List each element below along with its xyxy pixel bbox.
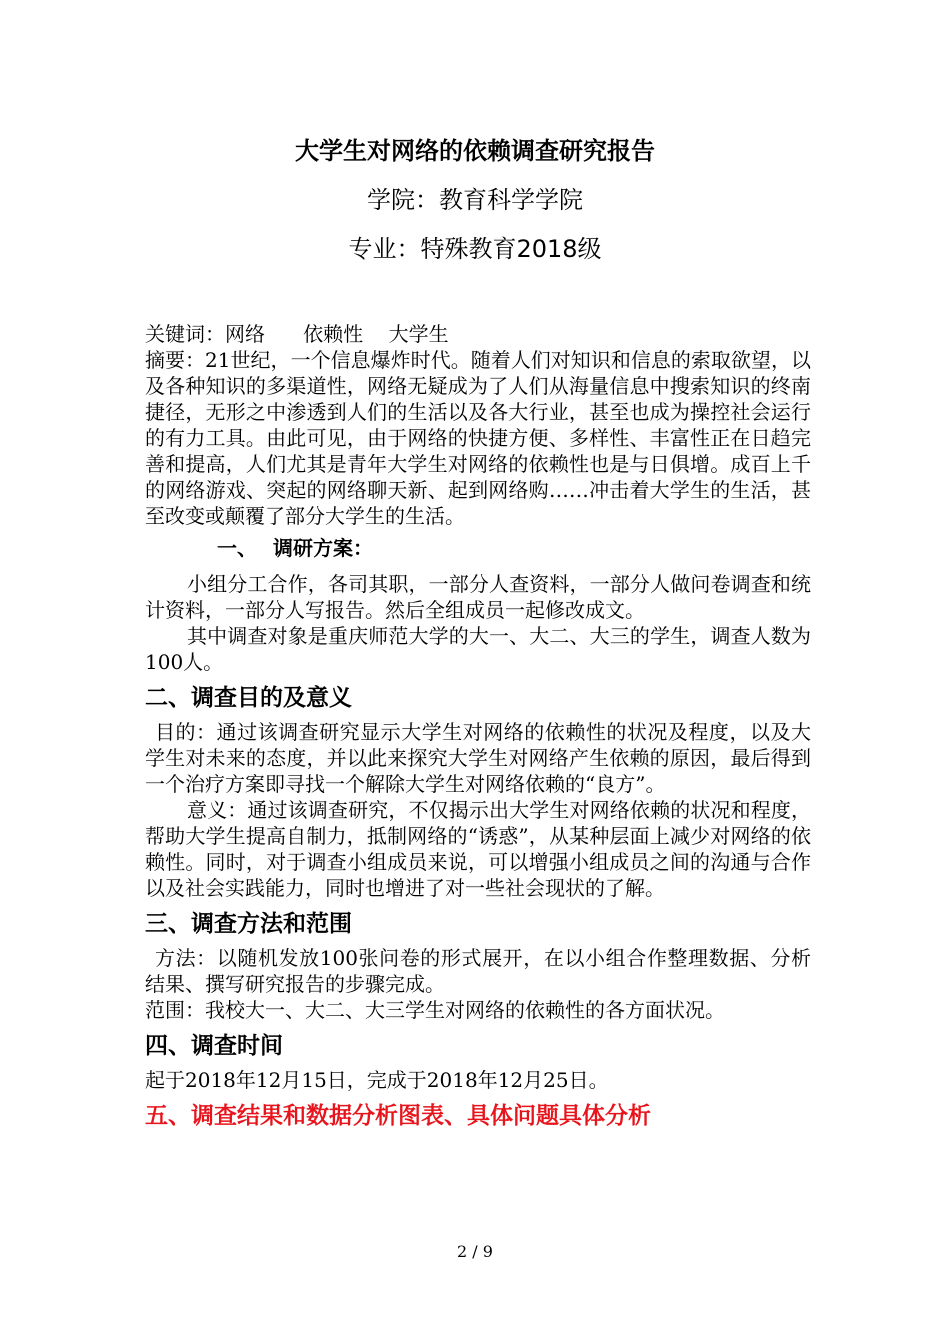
section4-heading: 四、调查时间 xyxy=(145,1033,283,1059)
section2-paragraph-2: 意义：通过该调查研究，不仅揭示出大学生对网络依赖的状况和程度，帮助大学生提高自制力，抵制网络的“诱惑”，从某种层面上减少对网络的依赖性。同时，对于调查小组成员来说，可以增强小组成员之间的沟通与合作以及社会实践能力，同时也增进了对一些社会现状的了解。 xyxy=(145,798,811,900)
section3-heading: 三、调查方法和范围 xyxy=(145,911,352,937)
keywords-label: 关键词： xyxy=(145,322,225,346)
section5-heading: 五、调查结果和数据分析图表、具体问题具体分析 xyxy=(145,1103,651,1129)
keyword-2: 依赖性 xyxy=(303,322,364,346)
page-number: 2 / 9 xyxy=(457,1242,493,1261)
body-content xyxy=(145,321,811,1137)
keyword-1: 网络 xyxy=(225,322,265,346)
section1-paragraph-2: 其中调查对象是重庆师范大学的大一、大二、大三的学生，调查人数为100人。 xyxy=(145,624,811,674)
section1-heading xyxy=(145,535,811,561)
section2-heading: 二、调查目的及意义 xyxy=(145,685,352,711)
keywords-line xyxy=(145,321,811,347)
section3-paragraph-2: 范围：我校大一、大二、大三学生对网络的依赖性的各方面状况。 xyxy=(145,998,725,1022)
section3-paragraph-1: 方法：以随机发放100张问卷的形式展开，在以小组合作整理数据、分析结果、撰写研究报告的步骤完成。 xyxy=(145,946,811,996)
major-line: 专业：特殊教育2018级 xyxy=(348,235,602,263)
section2-paragraph-1: 目的：通过该调查研究显示大学生对网络的依赖性的状况及程度，以及大学生对未来的态度，并以此来探究大学生对网络产生依赖的原因，最后得到一个治疗方案即寻找一个解除大学生对网络依赖的“良方”。 xyxy=(145,720,811,796)
section1-title: 调研方案： xyxy=(273,536,373,560)
page-title: 大学生对网络的依赖调查研究报告 xyxy=(295,137,655,165)
abstract-paragraph: 摘要：21世纪，一个信息爆炸时代。随着人们对知识和信息的索取欲望，以及各种知识的多渠道性，网络无疑成为了人们从海量信息中搜索知识的终南捷径，无形之中渗透到人们的生活以及各大行业，甚至也成为操控社会运行的有力工具。由此可见，由于网络的快捷方便、多样性、丰富性正在日趋完善和提高，人们尤其是青年大学生对网络的依赖性也是与日俱增。成百上千的网络游戏、突起的网络聊天新、起到网络购……冲击着大学生的生活，甚至改变或颠覆了部分大学生的生活。 xyxy=(145,348,811,528)
section4-paragraph-1: 起于2018年12月15日，完成于2018年12月25日。 xyxy=(145,1068,609,1092)
section1-number: 一、 xyxy=(217,536,257,560)
college-line: 学院：教育科学学院 xyxy=(367,186,583,214)
keyword-3: 大学生 xyxy=(388,322,449,346)
section1-paragraph-1: 小组分工合作，各司其职，一部分人查资料，一部分人做问卷调查和统计资料，一部分人写报告。然后全组成员一起修改成文。 xyxy=(145,572,811,622)
